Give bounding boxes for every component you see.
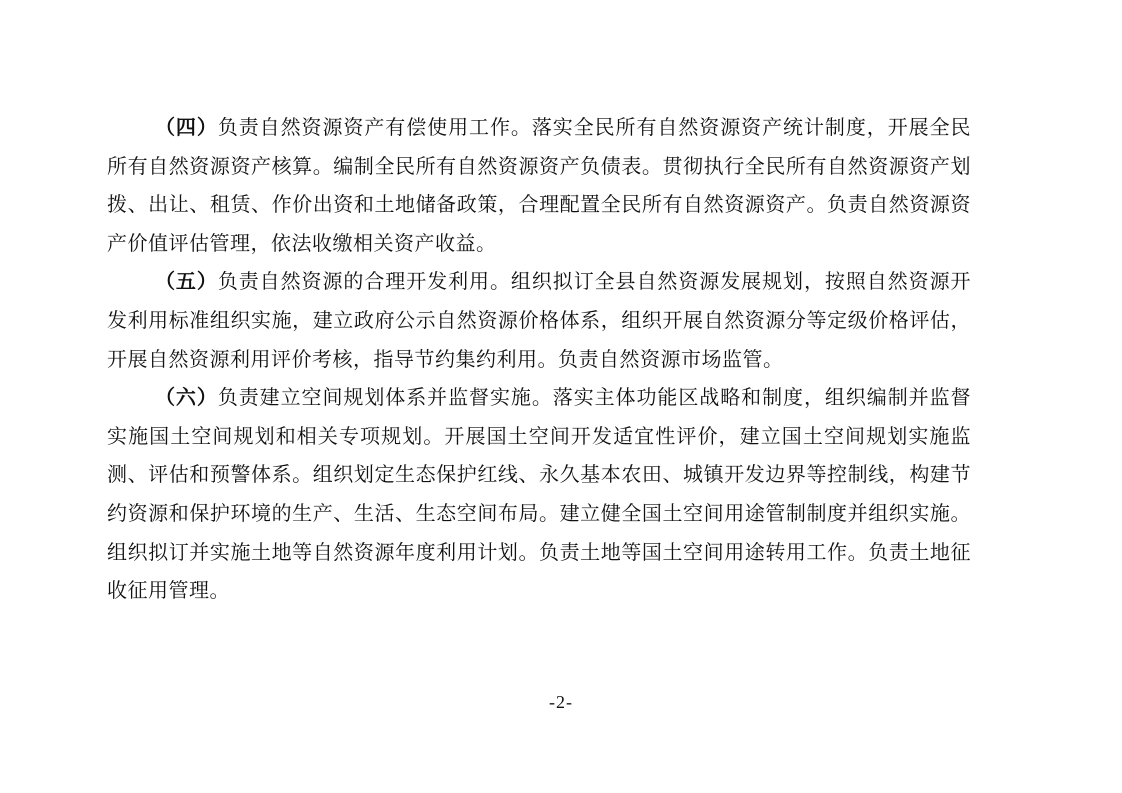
- paragraph-five: [107, 262, 971, 378]
- paragraph-four-text: 负责自然资源资产有偿使用工作。落实全民所有自然资源资产统计制度，开展全民所有自然资源资产核算。编制全民所有自然资源资产负债表。贯彻执行全民所有自然资源资产划拨、出让、租赁、作价出资和土地储备政策，合理配置全民所有自然资源资产。负责自然资源资产价值评估管理，依法收缴相关资产收益。: [107, 115, 972, 255]
- paragraph-six-text: 负责建立空间规划体系并监督实施。落实主体功能区战略和制度，组织编制并监督实施国土空间规划和相关专项规划。开展国土空间开发适宜性评价，建立国土空间规划实施监测、评估和预警体系。组织划定生态保护红线、永久基本农田、城镇开发边界等控制线，构建节约资源和保护环境的生产、生活、生态空间布局。建立健全国土空间用途管制制度并组织实施。组织拟订并实施土地等自然资源年度利用计划。负责土地等国土空间用途转用工作。负责土地征收征用管理。: [107, 385, 972, 603]
- paragraph-six-lead: （六）: [155, 385, 218, 410]
- body-text: [107, 108, 971, 610]
- page-number: -2-: [549, 692, 573, 712]
- paragraph-five-text: 负责自然资源的合理开发利用。组织拟订全县自然资源发展规划，按照自然资源开发利用标准组织实施，建立政府公示自然资源价格体系，组织开展自然资源分等定级价格评估，开展自然资源利用评价考核，指导节约集约利用。负责自然资源市场监管。: [107, 269, 972, 371]
- paragraph-four: [107, 108, 971, 262]
- paragraph-six: [107, 378, 971, 610]
- paragraph-five-lead: （五）: [155, 269, 218, 294]
- paragraph-four-lead: （四）: [155, 115, 218, 139]
